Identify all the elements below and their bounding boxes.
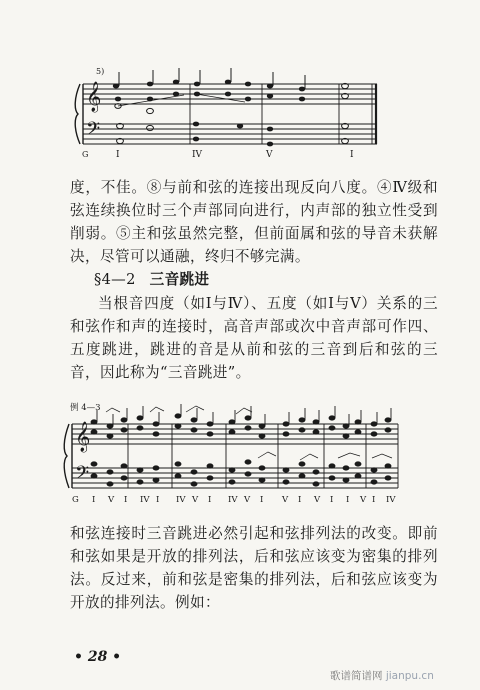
notehead <box>121 418 127 422</box>
roman-numeral: IV <box>140 495 150 505</box>
notehead <box>259 466 265 470</box>
notehead <box>355 430 361 434</box>
paragraph-1: 度，不佳。⑧与前和弦的连接出现反向八度。④Ⅳ级和弦连续换位时三个声部同向进行，内声部的独立性受到削弱。⑤主和弦虽然完整，但前面属和弦的导音未获解决，尽管可以通融，终归不够完满。 <box>70 179 438 265</box>
roman-numeral: I <box>92 495 96 505</box>
notehead <box>207 422 213 426</box>
notehead <box>175 424 181 428</box>
notehead <box>299 428 305 432</box>
roman-numeral: V <box>360 495 367 505</box>
notehead <box>343 434 349 438</box>
notehead <box>245 460 251 464</box>
svg-text:𝄢: 𝄢 <box>75 463 90 488</box>
notehead <box>313 470 319 474</box>
notehead <box>153 478 159 482</box>
watermark <box>330 668 434 683</box>
notehead <box>371 468 377 472</box>
roman-numeral: I <box>116 150 120 160</box>
notehead <box>207 476 213 480</box>
notehead <box>229 420 235 424</box>
notehead <box>329 464 335 468</box>
notehead <box>229 468 235 472</box>
paragraph-2: 当根音四度（如Ⅰ与Ⅳ）、五度（如Ⅰ与Ⅴ）关系的三和弦作和声的连接时，高音声部或次中音声部可作四、五度跳进，跳进的音是从前和弦的三音到后和弦的三音，因此称为“三音跳进”。 <box>70 295 438 381</box>
watermark-url: jianpu.cn <box>385 670 434 682</box>
notehead <box>107 482 113 486</box>
notehead <box>207 432 213 436</box>
notehead <box>355 462 361 466</box>
music-example-2 <box>0 398 480 514</box>
section-heading <box>94 268 209 289</box>
notehead <box>121 464 127 468</box>
notehead <box>385 428 391 432</box>
notehead <box>283 422 289 426</box>
notehead <box>313 430 319 434</box>
notehead <box>371 422 377 426</box>
roman-numeral: IV <box>386 495 396 505</box>
notehead <box>343 478 349 482</box>
roman-numeral: I <box>124 495 128 505</box>
roman-numeral: V <box>266 150 273 160</box>
notehead <box>153 466 159 470</box>
music-example-1 <box>0 62 480 166</box>
notehead <box>91 420 97 424</box>
notehead <box>107 424 113 428</box>
measure-number: 5) <box>96 67 105 76</box>
notehead <box>107 434 113 438</box>
notehead <box>355 474 361 478</box>
notehead <box>207 464 213 468</box>
svg-text:𝄢: 𝄢 <box>86 119 101 144</box>
notehead <box>283 468 289 472</box>
notehead <box>371 480 377 484</box>
notehead <box>91 462 97 466</box>
paragraph-3: 和弦连接时三音跳进必然引起和弦排列法的改变。即前和弦如果是开放的排列法，后和弦应该变为密集的排列法。反过来，前和弦是密集的排列法，后和弦应该变为开放的排列法。例如： <box>70 525 438 611</box>
notehead <box>229 480 235 484</box>
roman-numeral: V <box>192 495 199 505</box>
notehead <box>137 480 143 484</box>
notehead <box>329 416 335 420</box>
notehead <box>329 476 335 480</box>
notehead <box>137 468 143 472</box>
notehead <box>175 414 181 418</box>
svg-text:𝄞: 𝄞 <box>86 82 102 112</box>
notehead <box>121 476 127 480</box>
roman-numeral: IV <box>192 150 203 160</box>
roman-numeral: IV <box>176 495 186 505</box>
notehead <box>191 418 197 422</box>
notehead <box>245 416 251 420</box>
svg-text:𝄞: 𝄞 <box>75 422 91 452</box>
notehead <box>385 476 391 480</box>
notehead <box>153 432 159 436</box>
roman-numeral: I <box>350 150 354 160</box>
music-example-1-svg <box>0 62 480 166</box>
notehead <box>121 428 127 432</box>
notehead <box>137 426 143 430</box>
notehead <box>313 482 319 486</box>
section-number: §4—2 <box>94 271 136 288</box>
roman-numeral: IV <box>228 495 238 505</box>
roman-numeral: V <box>108 495 115 505</box>
notehead <box>137 416 143 420</box>
notehead <box>175 462 181 466</box>
watermark-site: 歌谱简谱网 <box>330 670 383 682</box>
roman-numeral: I <box>330 495 334 505</box>
notehead <box>107 470 113 474</box>
key-label: G <box>72 495 79 505</box>
roman-numeral: I <box>208 495 212 505</box>
notehead <box>343 466 349 470</box>
notehead <box>343 424 349 428</box>
roman-numeral: I <box>156 495 160 505</box>
page-number: • 28 • <box>74 649 122 665</box>
notehead <box>91 430 97 434</box>
notehead <box>299 474 305 478</box>
notehead <box>245 472 251 476</box>
notehead <box>313 420 319 424</box>
section-title: 三音跳进 <box>149 271 210 288</box>
notehead <box>283 432 289 436</box>
roman-numeral: V <box>244 495 251 505</box>
notehead <box>191 470 197 474</box>
notehead <box>371 432 377 436</box>
notehead <box>385 464 391 468</box>
key-label: G <box>82 150 89 159</box>
notehead <box>329 426 335 430</box>
example-label: 例 4—3 <box>70 403 101 413</box>
notehead <box>283 480 289 484</box>
roman-numeral: V <box>314 495 321 505</box>
roman-numeral: V <box>282 495 289 505</box>
notehead <box>299 418 305 422</box>
roman-numeral: I <box>372 495 376 505</box>
notehead <box>191 428 197 432</box>
notehead <box>175 474 181 478</box>
roman-numeral: I <box>260 495 264 505</box>
notehead <box>385 418 391 422</box>
notehead <box>191 482 197 486</box>
notehead <box>229 430 235 434</box>
notehead <box>259 424 265 428</box>
notehead <box>299 462 305 466</box>
roman-numeral: I <box>346 495 350 505</box>
notehead <box>91 474 97 478</box>
notehead <box>245 426 251 430</box>
notehead <box>355 420 361 424</box>
roman-numeral: I <box>298 495 302 505</box>
notehead <box>259 478 265 482</box>
notehead <box>259 434 265 438</box>
notehead <box>153 422 159 426</box>
music-example-2-svg <box>0 398 480 514</box>
